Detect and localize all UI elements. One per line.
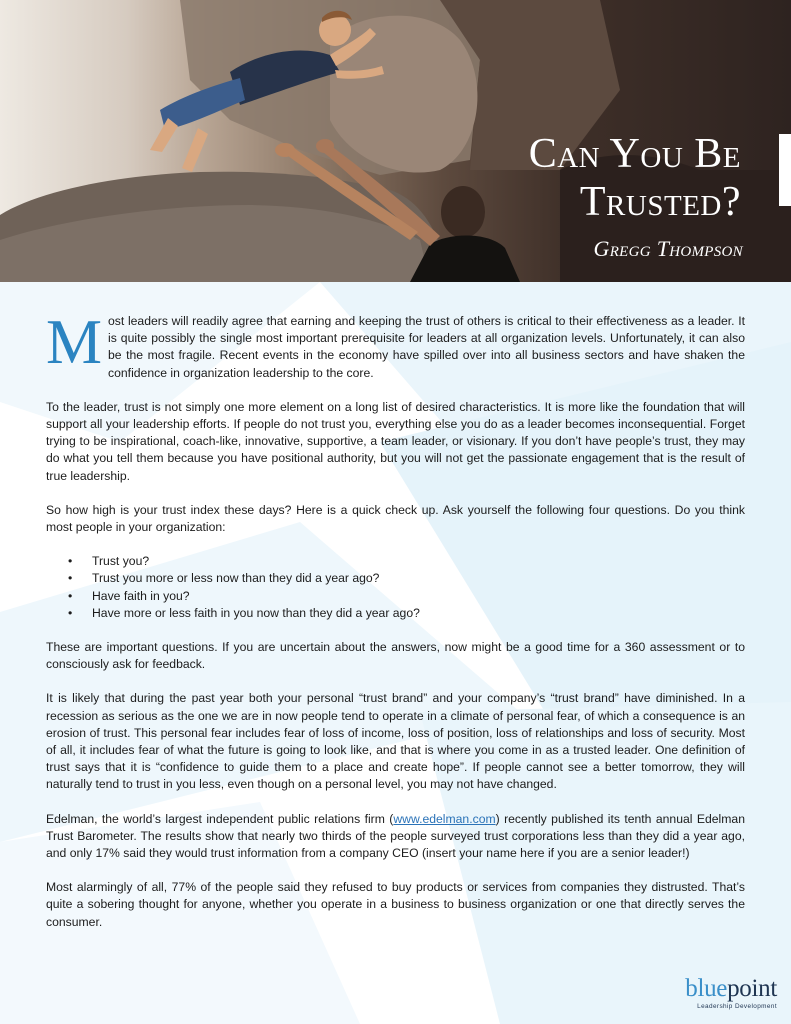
bullet-icon: • bbox=[68, 605, 73, 620]
paragraph-trust-brand: It is likely that during the past year both your personal “trust brand” and your company’s “trust brand” have diminished. In a recession as serious as the one we are in now people tend to operate in a climate of personal fear, of which a consequence is an erosion of trust. This personal fear includes fear of loss of income, loss of position, loss of relationships and loss of security. Most of all, it includes fear of what the future is going to look like, and that is where you come in as a trusted leader. One definition of trust says that it is “confidence to guide them to a place and create hope”. If people cannot see a better tomorrow, they will naturally tend to trust in you less, even though on a personal level, you may not have changed. bbox=[46, 691, 745, 792]
intro-paragraph bbox=[46, 307, 745, 382]
paragraph-conclusion: Most alarmingly of all, 77% of the people said they refused to buy products or services from companies they distrusted. That’s quite a sobering thought for anyone, whether you operate in a business to business organization or one that directly serves the consumer. bbox=[46, 880, 745, 929]
paragraph-foundation: To the leader, trust is not simply one more element on a long list of desired characteristics. It is more like the foundation that will support all your leadership efforts. If people do not trust you, everything else you do as a leader becomes inconsequential. Forget trying to be inspirational, coach-like, innovative, supportive, a team leader, or visionary. If you don’t have people’s trust, they may do what you tell them because you have positional authority, but you will not get the passionate engagement that is the result of true leadership. bbox=[46, 399, 745, 483]
article-title bbox=[529, 130, 741, 226]
paragraph-edelman: Edelman, the world’s largest independent public relations firm (www.edelman.com) recently published its tenth annual Edelman Trust Barometer. The results show that nearly two thirds of the people surveyed trust corporations less than they did a year ago, and only 17% said they would trust information from a company CEO (insert your name here if you are a senior leader!) bbox=[46, 811, 745, 861]
author-name: Gregg Thompson bbox=[593, 236, 743, 261]
list-item: • Trust you more or less now than they did a year ago? bbox=[68, 570, 745, 587]
list-item: • Trust you? bbox=[68, 553, 745, 570]
edelman-link[interactable]: www.edelman.com bbox=[393, 811, 496, 826]
list-item: • Have more or less faith in you now than they did a year ago? bbox=[68, 605, 745, 622]
paragraph-important-questions: These are important questions. If you are uncertain about the answers, now might be a good time for a 360 assessment or to consciously ask for feedback. bbox=[46, 640, 745, 672]
bluepoint-logo bbox=[685, 976, 777, 1010]
list-item: • Have faith in you? bbox=[68, 588, 745, 605]
title-line-2: Trusted? bbox=[579, 179, 741, 225]
bullet-icon: • bbox=[68, 588, 73, 603]
drop-cap: M bbox=[46, 307, 103, 377]
question-list bbox=[46, 553, 745, 622]
logo-subtitle: Leadership Development bbox=[697, 1003, 777, 1010]
hero-image bbox=[0, 0, 791, 282]
bullet-icon: • bbox=[68, 571, 73, 586]
decorative-edge-bar bbox=[779, 134, 791, 206]
article-body bbox=[46, 307, 745, 948]
intro-text: ost leaders will readily agree that earning and keeping the trust of others is critical to their effectiveness as a leader. It is quite possibly the single most important prerequisite for leaders at all organization levels. Unfortunately, it can also be the most fragile. Recent events in the economy have spilled over into all business sectors and have shaken the confidence in organization leadership to the core. bbox=[108, 314, 745, 380]
logo-wordmark: bluepoint bbox=[685, 975, 777, 1002]
title-line-1: Can You Be bbox=[528, 131, 741, 177]
bullet-icon: • bbox=[68, 554, 73, 569]
paragraph-trust-index: So how high is your trust index these days? Here is a quick check up. Ask yourself the following four questions. Do you think most people in your organization: bbox=[46, 502, 745, 535]
